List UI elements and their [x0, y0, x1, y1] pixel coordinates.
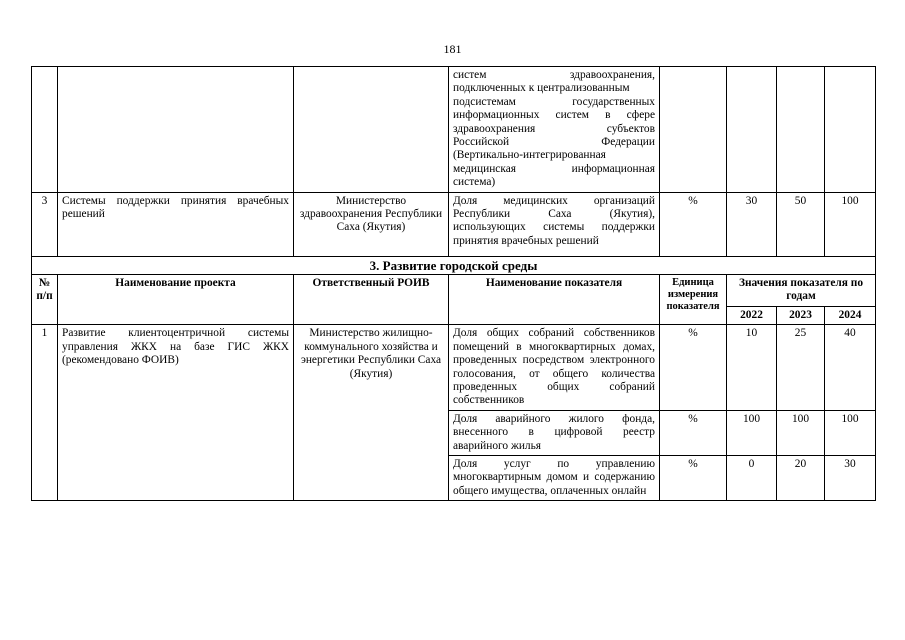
header-roiv: Ответственный РОИВ: [294, 275, 449, 325]
row-number: [32, 67, 58, 193]
value-2023: 100: [777, 410, 825, 455]
value-2023: 25: [777, 325, 825, 410]
indicator-line: систем здравоохранения,: [453, 69, 655, 81]
header-year-2023: 2023: [777, 306, 825, 324]
row-number: 3: [32, 192, 58, 256]
unit: %: [660, 455, 727, 500]
header-values: Значения показателя по годам: [727, 275, 876, 307]
section-title-row: [32, 256, 876, 274]
indicator-name: [449, 67, 660, 193]
value-2024: 40: [825, 325, 876, 410]
value-2022: 10: [727, 325, 777, 410]
row-number: 1: [32, 325, 58, 501]
value-2023: 20: [777, 455, 825, 500]
value-2024: 30: [825, 455, 876, 500]
header-num: № п/п: [32, 275, 58, 325]
value-2023: [777, 67, 825, 193]
header-year-2022: 2022: [727, 306, 777, 324]
unit: %: [660, 410, 727, 455]
value-2024: 100: [825, 192, 876, 256]
header-unit: Единица измерения показателя: [660, 275, 727, 325]
indicator-line: здравоохранения субъектов: [453, 122, 655, 135]
table-row: [32, 325, 876, 410]
header-row: [32, 275, 876, 307]
unit: [660, 67, 727, 193]
unit: %: [660, 325, 727, 410]
indicator-line: система): [453, 176, 496, 189]
indicator-line: (Вертикально-интегрированная: [453, 149, 606, 162]
value-2023: 50: [777, 192, 825, 256]
table-row: [32, 192, 876, 256]
value-2022: [727, 67, 777, 193]
indicators-table: [31, 66, 876, 501]
page-number: 181: [443, 42, 462, 56]
project-name: Системы поддержки принятия врачебных решений: [58, 192, 294, 256]
unit: %: [660, 192, 727, 256]
section-title: 3. Развитие городской среды: [32, 256, 876, 274]
value-2022: 0: [727, 455, 777, 500]
header-indicator: Наименование показателя: [449, 275, 660, 325]
indicator-name: Доля общих собраний собственников помещений в многоквартирных домах, проведенных посредством электронного голосования, от общего количества проведенных общих собраний собственников: [449, 325, 660, 410]
value-2022: 100: [727, 410, 777, 455]
indicator-line: медицинская информационная: [453, 162, 655, 175]
value-2024: [825, 67, 876, 193]
table-row: [32, 67, 876, 193]
value-2024: 100: [825, 410, 876, 455]
indicator-name: Доля услуг по управлению многоквартирным домом и содержанию общего имущества, оплаченных онлайн: [449, 455, 660, 500]
indicator-line: информационных систем в сфере: [453, 109, 655, 122]
indicator-line: подсистемам государственных: [453, 95, 655, 108]
responsible-roiv: [294, 67, 449, 193]
responsible-roiv: Министерство жилищно-коммунального хозяйства и энергетики Республики Саха (Якутия): [294, 325, 449, 501]
indicator-line: подключенных к централизованным: [453, 82, 630, 95]
value-2022: 30: [727, 192, 777, 256]
project-name: [58, 67, 294, 193]
header-year-2024: 2024: [825, 306, 876, 324]
responsible-roiv: Министерство здравоохранения Республики Саха (Якутия): [294, 192, 449, 256]
indicator-name: Доля аварийного жилого фонда, внесенного в цифровой реестр аварийного жилья: [449, 410, 660, 455]
project-name: Развитие клиентоцентричной системы управления ЖКХ на базе ГИС ЖКХ (рекомендовано ФОИВ): [58, 325, 294, 501]
indicator-name: Доля медицинских организаций Республики Саха (Якутия), использующих системы поддержки принятия врачебных решений: [449, 192, 660, 256]
indicator-line: Российской Федерации: [453, 136, 655, 149]
header-project: Наименование проекта: [58, 275, 294, 325]
